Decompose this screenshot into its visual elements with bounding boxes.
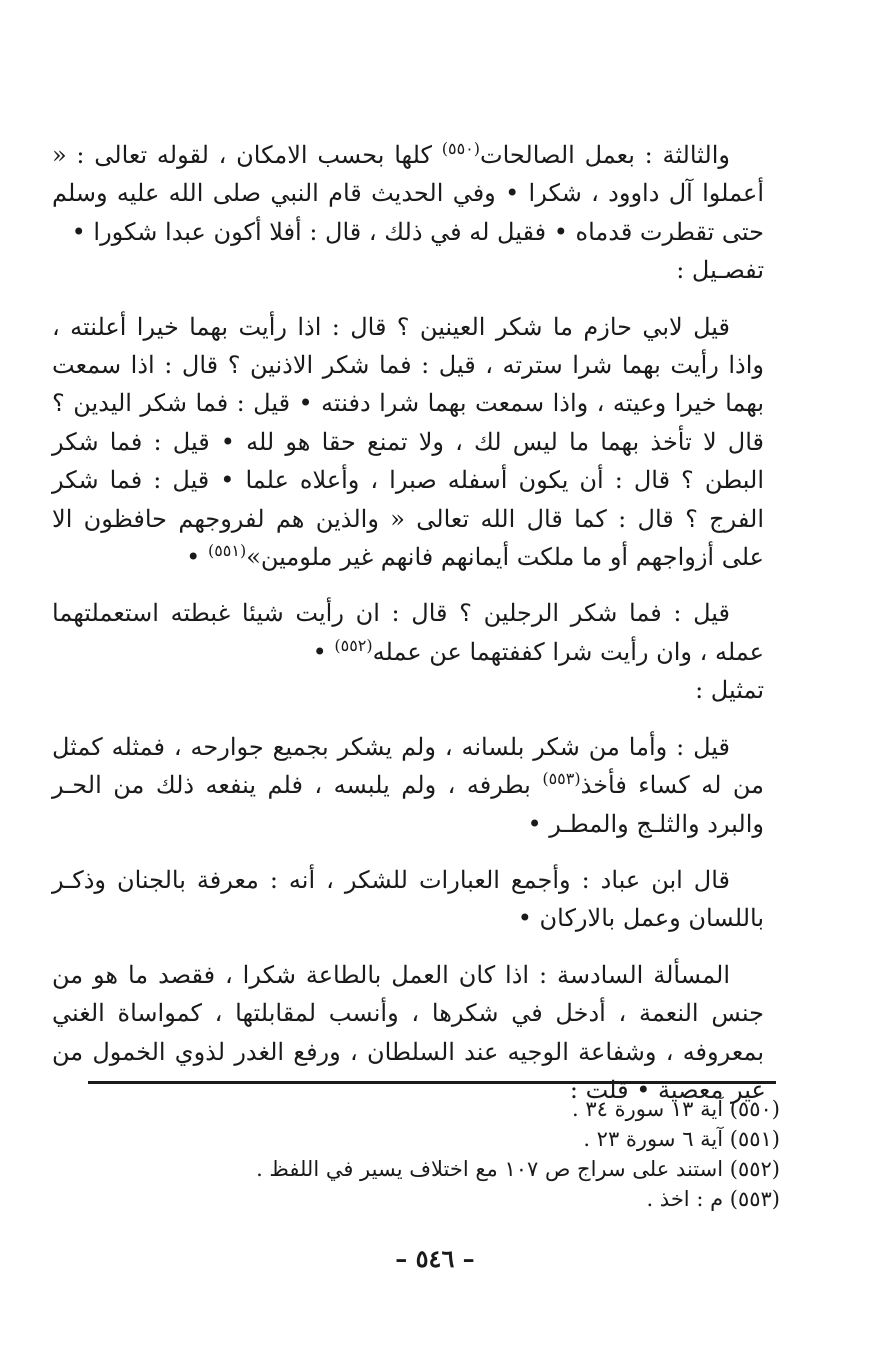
- footnote-550: (٥٥٠) آية ١٣ سورة ٣٤ .: [572, 1097, 780, 1121]
- paragraph-ibn-abbad: قال ابن عباد : وأجمع العبارات للشكر ، أنه : معرفة بالجنان وذكـر باللسان وعمل بالاركان •: [52, 865, 764, 933]
- page-number: – ٥٤٦ –: [395, 1244, 475, 1273]
- paragraph-text: •: [312, 637, 335, 666]
- paragraph-text: •: [186, 543, 208, 572]
- paragraph-sixth-issue: المسألة السادسة : اذا كان العمل بالطاعة شكرا ، فقصد ما هو من جنس النعمة ، أدخل في شكرها ، وأنسب لمقابلتها ، كمواساة الغني بمعروفه ، وشفاعة الوجيه عند السلطان ، ورفع الغدر لذوي الخمول من غير معصية • قلت :: [52, 960, 764, 1104]
- paragraph-parable: [52, 728, 764, 843]
- footnotes: [120, 1094, 780, 1214]
- section-heading-detail: تفصـيل :: [676, 256, 764, 285]
- footnote-ref-550: (٥٥٠): [441, 139, 480, 158]
- footnote-552: (٥٥٢) استند على سراج ص ١٠٧ مع اختلاف يسير في اللفظ .: [256, 1157, 780, 1181]
- paragraph-text: قيل لابي حازم ما شكر العينين ؟ قال : اذا رأيت بهما خيرا أعلنته ، واذا رأيت بهما شرا سترته ، قيل : فما شكر الاذنين ؟ قال : اذا سمعت بهما خيرا وعيته ، واذا سمعت بهما شرا دفنته • قيل : فما شكر اليدين ؟ قال لا تأخذ بهما ما ليس لك ، ولا تمنع حقا هو لله • قيل : فما شكر البطن ؟ قال : أن يكون أسفله صبرا ، وأعلاه علما • قيل : فما شكر الفرج ؟ قال : كما قال الله تعالى « والذين هم لفروجهم حافظون الا على أزواجهم أو ما ملكت أيمانهم فانهم غير ملومين»: [52, 312, 764, 572]
- paragraph-text: بطرفه ، ولم يلبسه ، فلم ينفعه ذلك من الحـر والبرد والثلـج والمطـر •: [52, 771, 764, 838]
- footnote-ref-551: (٥٥١): [207, 541, 247, 561]
- main-text: [52, 136, 764, 1109]
- paragraph-text: قيل : فما شكر الرجلين ؟ قال : ان رأيت شيئا غبطته استعملتهما عمله ، وان رأيت شرا كففتهما عن عمله: [52, 599, 764, 666]
- section-heading-example: تمثيل :: [695, 676, 764, 705]
- paragraph-text: كلها بحسب الامكان ، لقوله تعالى : « أعملوا آل داوود ، شكرا • وفي الحديث قام النبي صلى الله عليه وسلم حتى تقطرت قدماه • فقيل له في ذلك ، قال : أفلا أكون عبدا شكورا •: [52, 141, 764, 246]
- footnote-551: (٥٥١) آية ٦ سورة ٢٣ .: [583, 1127, 780, 1151]
- paragraph-text: والثالثة : بعمل الصالحات: [480, 141, 730, 169]
- footnote-ref-552: (٥٥٢): [334, 635, 373, 655]
- footnote-ref-553: (٥٥٣): [542, 769, 581, 789]
- paragraph-abu-hazim: [52, 308, 764, 577]
- footnote-divider: [88, 1081, 776, 1084]
- paragraph-third-point: [52, 136, 764, 251]
- paragraph-text: قيل : وأما من شكر بلسانه ، ولم يشكر بجميع جوارحه ، فمثله كمثل من له كساء فأخذ: [52, 732, 765, 800]
- footnote-553: (٥٥٣) م : اخذ .: [646, 1187, 780, 1211]
- paragraph-feet: [52, 594, 764, 671]
